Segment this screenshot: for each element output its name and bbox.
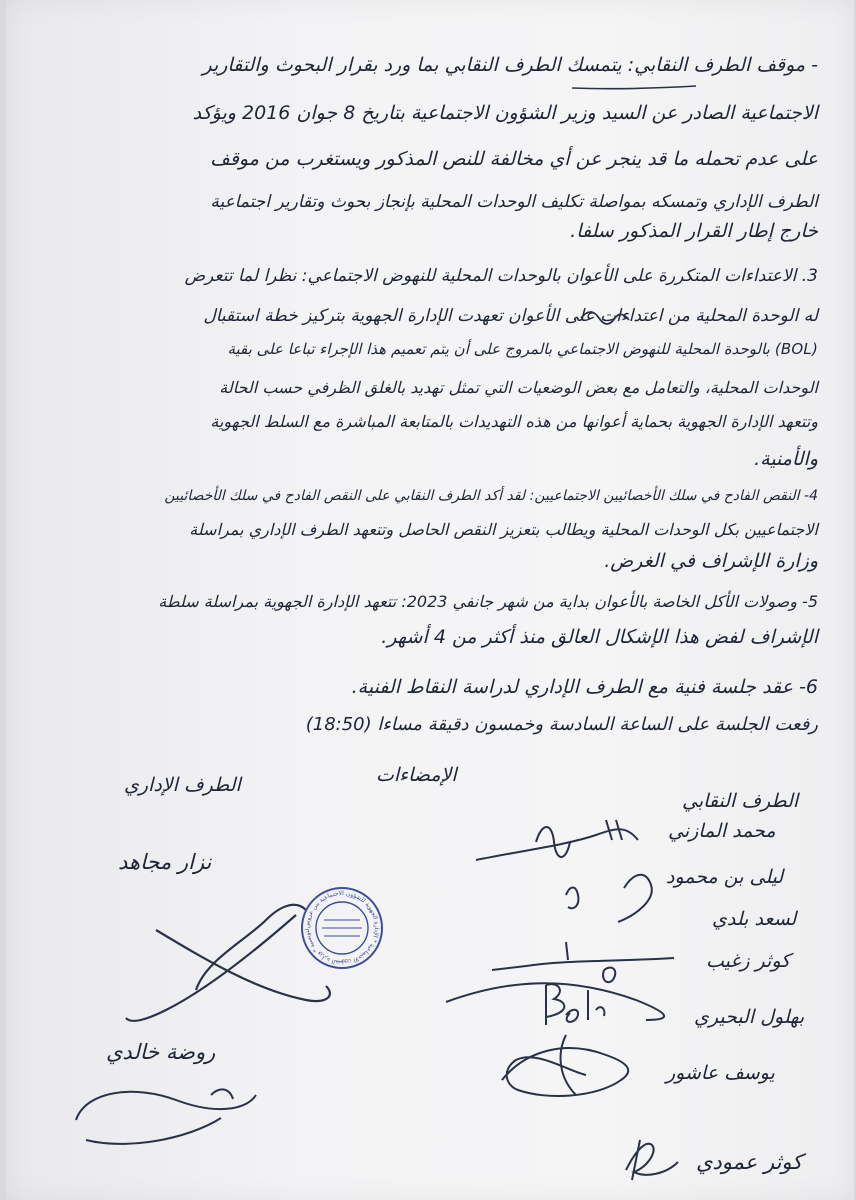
minutes-line: 3. الاعتداءات المتكررة على الأعوان بالوحدات المحلية للنهوض الاجتماعي: نظرا لما تتعرض xyxy=(184,266,818,286)
minutes-line: وتتعهد الإدارة الجهوية بحماية أعوانها من هذه التهديدات بالمتابعة المباشرة مع السلط الجهوية xyxy=(210,412,818,431)
minutes-line: له الوحدة المحلية من اعتداءات على الأعوان تعهدت الإدارة الجهوية بتركيز خطة استقبال xyxy=(203,306,818,326)
minutes-line: والأمنية. xyxy=(754,448,818,470)
minutes-line: 6- عقد جلسة فنية مع الطرف الإداري لدراسة النقاط الفنية. xyxy=(351,676,818,698)
svg-text:الجمهورية التونسية * وزارة الش xyxy=(6,0,380,966)
minutes-line: الاجتماعية الصادر عن السيد وزير الشؤون الاجتماعية بتاريخ 8 جوان 2016 ويؤكد xyxy=(192,102,818,124)
signature-mark xyxy=(76,1089,256,1143)
union-signatory-name: كوثر زغيب xyxy=(706,950,791,972)
minutes-line: - موقف الطرف النقابي: يتمسك الطرف النقابي بما ورد بقرار البحوث والتقارير xyxy=(202,54,818,76)
stamp-text: لتونسية * وزارة الشؤون الاجتماعية * الإدارة الجهوية للشؤون الاجتماعية ببن عروس xyxy=(303,889,381,967)
union-side-label: الطرف النقابي xyxy=(682,790,799,812)
handwriting-marks xyxy=(6,0,854,1200)
union-signatory-name: يوسف عاشور xyxy=(666,1062,775,1084)
minutes-line: خارج إطار القرار المذكور سلفا. xyxy=(570,220,818,242)
minutes-line: 4- النقص الفادح في سلك الأخصائيين الاجتماعيين: لقد أكد الطرف النقابي على النقص الفادح في سلك الأخصائيين xyxy=(164,488,818,504)
minutes-line: الاجتماعيين بكل الوحدات المحلية ويطالب بتعزيز النقص الحاصل وتتعهد الطرف الإداري بمراسلة xyxy=(189,520,818,539)
minutes-line: الطرف الإداري وتمسكه بمواصلة تكليف الوحدات المحلية بإنجاز بحوث وتقارير اجتماعية xyxy=(210,192,818,212)
minutes-line: (BOL) بالوحدة المحلية للنهوض الاجتماعي بالمروج على أن يتم تعميم هذا الإجراء تباعا على بقية xyxy=(227,340,818,358)
minutes-line: على عدم تحمله ما قد ينجر عن أي مخالفة للنص المذكور ويستغرب من موقف xyxy=(210,148,818,170)
minutes-line: الإشراف لفض هذا الإشكال العالق منذ أكثر من 4 أشهر. xyxy=(381,626,818,648)
admin-signatory-name: روضة خالدي xyxy=(106,1040,216,1064)
union-signatory-name: لسعد بلدي xyxy=(712,908,797,930)
signatures-heading: الإمضاءات xyxy=(376,764,457,786)
scanned-document-page xyxy=(6,0,854,1200)
minutes-line: وزارة الإشراف في الغرض. xyxy=(604,550,818,572)
minutes-line: رفعت الجلسة على الساعة السادسة وخمسون دقيقة مساءا (18:50) xyxy=(305,714,818,735)
official-stamp xyxy=(6,0,382,968)
union-signatory-name: محمد المازني xyxy=(668,820,776,842)
minutes-line: 5- وصولات الأكل الخاصة بالأعوان بداية من شهر جانفي 2023: تتعهد الإدارة الجهوية بمراسلة سلطة xyxy=(158,592,818,611)
union-signatory-name: كوثر عمودي xyxy=(696,1150,803,1174)
minutes-line: الوحدات المحلية، والتعامل مع بعض الوضعيات التي تمثل تهديد بالغلق الظرفي حسب الحالة xyxy=(219,378,818,397)
union-signatory-name: ليلى بن محمود xyxy=(666,866,784,888)
signature-mark xyxy=(126,905,330,1021)
signature-mark xyxy=(446,820,678,1180)
admin-signatory-name: نزار مجاهد xyxy=(118,850,212,874)
union-signatory-name: بهلول البحيري xyxy=(694,1006,805,1028)
admin-side-label: الطرف الإداري xyxy=(124,774,241,796)
